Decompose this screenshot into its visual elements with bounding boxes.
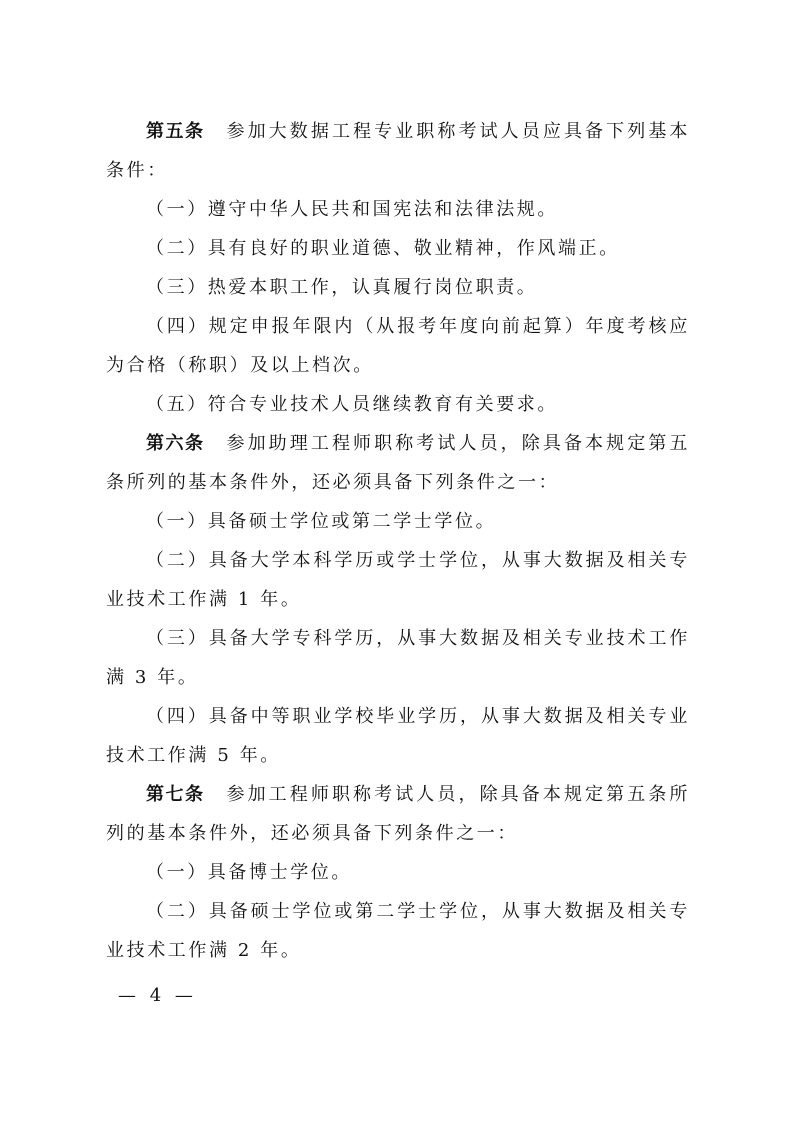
article-6-label: 第六条 [146, 433, 205, 454]
article-6-text: 参加助理工程师职称考试人员，除具备本规定第五 [226, 433, 691, 454]
article-5-item-3: （三）热爱本职工作，认真履行岗位职责。 [146, 277, 538, 298]
article-5-item-5: （五）符合专业技术人员继续教育有关要求。 [146, 394, 558, 415]
article-6-heading-line [146, 432, 690, 456]
article-6-item-2: （二）具备大学本科学历或学士学位，从事大数据及相关专 [146, 550, 690, 571]
article-5-label: 第五条 [146, 121, 205, 142]
article-7-item-2: （二）具备硕士学位或第二学士学位，从事大数据及相关专 [146, 901, 690, 922]
article-5-item-4-cont: 为合格（称职）及以上档次。 [106, 355, 374, 376]
article-5-heading-line [146, 120, 690, 144]
article-5-item-2: （二）具有良好的职业道德、敬业精神，作风端正。 [146, 238, 620, 259]
article-6-item-1: （一）具备硕士学位或第二学士学位。 [146, 511, 497, 532]
article-6-text-cont: 条所列的基本条件外，还必须具备下列条件之一： [106, 472, 560, 493]
article-5-item-1: （一）遵守中华人民共和国宪法和法律法规。 [146, 199, 558, 220]
article-6-item-3-cont: 满 3 年。 [106, 667, 199, 688]
article-7-label: 第七条 [146, 784, 205, 805]
article-7-text: 参加工程师职称考试人员，除具备本规定第五条所 [226, 784, 691, 805]
article-5-item-4: （四）规定申报年限内（从报考年度向前起算）年度考核应 [146, 316, 690, 337]
article-6-item-3: （三）具备大学专科学历，从事大数据及相关专业技术工作 [146, 628, 690, 649]
article-6-item-4-cont: 技术工作满 5 年。 [106, 745, 281, 766]
article-5-text-cont: 条件： [106, 160, 168, 181]
article-7-item-2-cont: 业技术工作满 2 年。 [106, 940, 302, 961]
article-7-item-1: （一）具备博士学位。 [146, 862, 352, 883]
article-5-text: 参加大数据工程专业职称考试人员应具备下列基本 [226, 121, 691, 142]
article-7-text-cont: 列的基本条件外，还必须具备下列条件之一： [106, 823, 518, 844]
article-6-item-2-cont: 业技术工作满 1 年。 [106, 589, 302, 610]
article-7-heading-line [146, 783, 690, 807]
page-number: — 4 — [118, 985, 197, 1006]
article-6-item-4: （四）具备中等职业学校毕业学历，从事大数据及相关专业 [146, 706, 690, 727]
